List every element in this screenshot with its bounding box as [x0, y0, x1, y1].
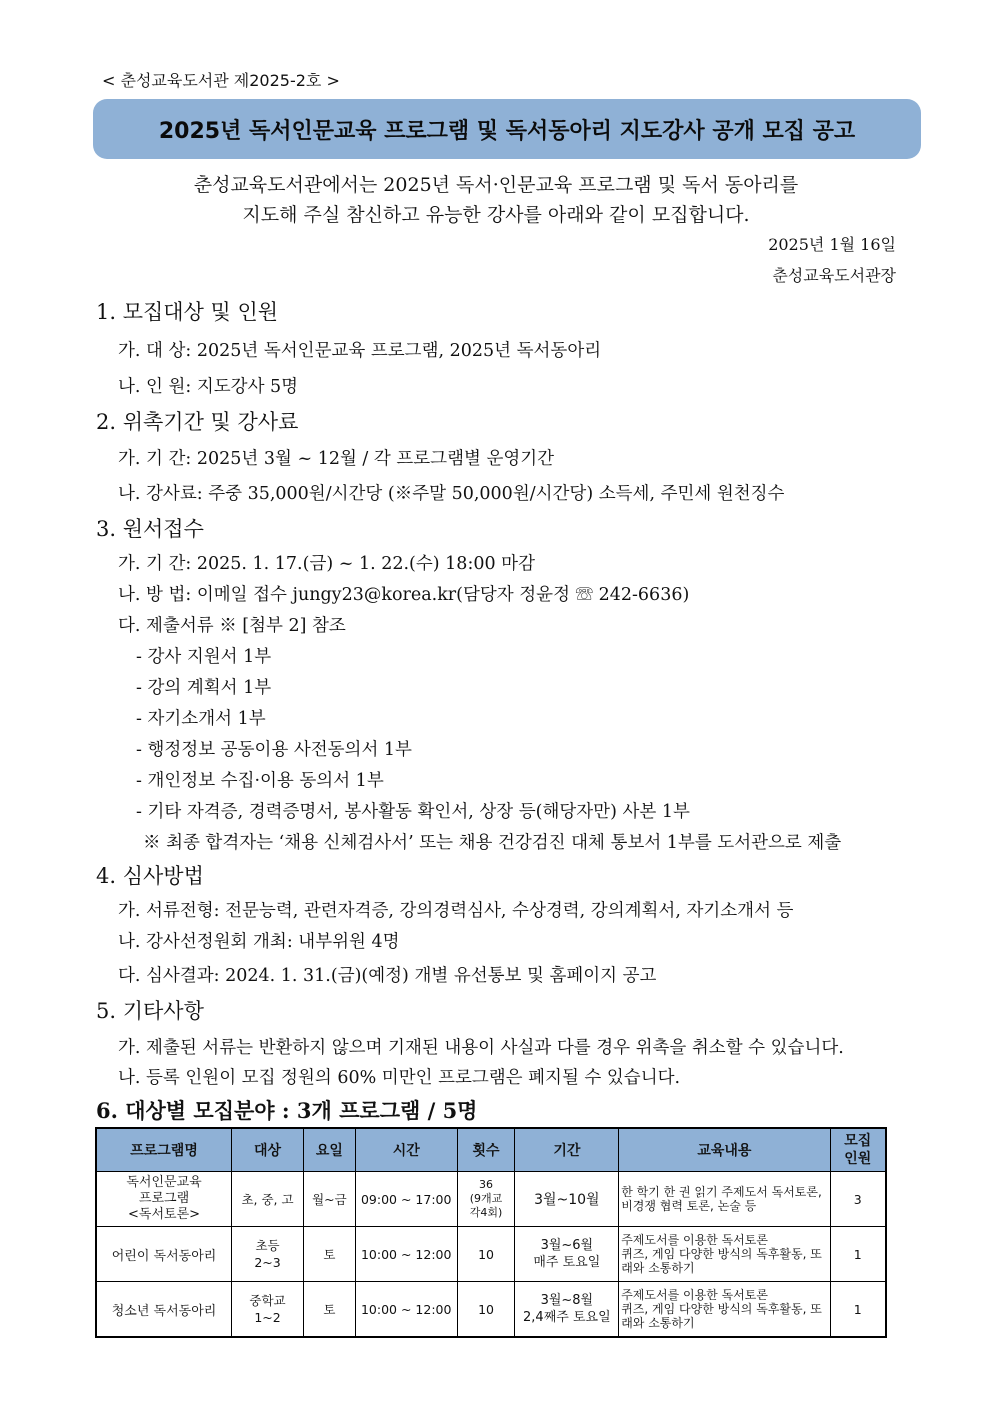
announcement-date: 2025년 1월 16일: [768, 235, 896, 254]
cell-time: 10:00 ~ 12:00: [355, 1227, 457, 1282]
cell-people: 1: [830, 1282, 886, 1338]
section-5-item-b: 나. 등록 인원이 모집 정원의 60% 미만인 프로그램은 폐지될 수 있습니다.: [118, 1068, 681, 1088]
section-1-item-b: 나. 인 원: 지도강사 5명: [118, 377, 299, 397]
issuer: 춘성교육도서관장: [772, 266, 896, 285]
cell-period: 3월~10월: [515, 1172, 619, 1227]
section-3-note: ※ 최종 합격자는 ‘채용 신체검사서’ 또는 채용 건강검진 대체 통보서 1부를 도서관으로 제출: [143, 833, 842, 853]
document-number: < 춘성교육도서관 제2025-2호 >: [102, 71, 340, 90]
section-6-title: 6. 대상별 모집분야 : 3개 프로그램 / 5명: [96, 1098, 478, 1123]
recruitment-table: [95, 1127, 887, 1338]
cell-count: 10: [457, 1227, 515, 1282]
cell-period: 3월~8월 2,4째주 토요일: [515, 1282, 619, 1338]
cell-day: 토: [303, 1282, 355, 1338]
header-time: 시간: [355, 1128, 457, 1172]
page-title: 2025년 독서인문교육 프로그램 및 독서동아리 지도강사 공개 모집 공고: [158, 118, 856, 144]
document-item: - 행정정보 공동이용 사전동의서 1부: [136, 740, 412, 760]
section-2-item-a: 가. 기 간: 2025년 3월 ~ 12월 / 각 프로그램별 운영기간: [118, 449, 555, 469]
cell-day: 월~금: [303, 1172, 355, 1227]
section-3-item-c: 다. 제출서류 ※ [첨부 2] 참조: [118, 616, 346, 636]
section-5-item-a: 가. 제출된 서류는 반환하지 않으며 기재된 내용이 사실과 다를 경우 위촉을 취소할 수 있습니다.: [118, 1038, 844, 1058]
header-count: 횟수: [457, 1128, 515, 1172]
cell-time: 09:00 ~ 17:00: [355, 1172, 457, 1227]
cell-program-name: 어린이 독서동아리: [96, 1227, 232, 1282]
document-item: - 자기소개서 1부: [136, 709, 266, 729]
section-2-title: 2. 위촉기간 및 강사료: [96, 410, 299, 434]
header-content: 교육내용: [619, 1128, 830, 1172]
document-item: - 강사 지원서 1부: [136, 647, 272, 667]
section-5-title: 5. 기타사항: [96, 999, 204, 1023]
section-1-item-a: 가. 대 상: 2025년 독서인문교육 프로그램, 2025년 독서동아리: [118, 341, 602, 361]
cell-count: 10: [457, 1282, 515, 1338]
cell-people: 3: [830, 1172, 886, 1227]
cell-count: 36 (9개교 각4회): [457, 1172, 515, 1227]
cell-content: 주제도서를 이용한 독서토론 퀴즈, 게임 다양한 방식의 독후활동, 또래와 소통하기: [619, 1227, 830, 1282]
intro-line-1: 춘성교육도서관에서는 2025년 독서·인문교육 프로그램 및 독서 동아리를: [193, 174, 799, 196]
section-3-title: 3. 원서접수: [96, 517, 204, 541]
table-row: [96, 1282, 886, 1338]
section-1-title: 1. 모집대상 및 인원: [96, 300, 279, 324]
table-header-row: [96, 1128, 886, 1172]
cell-program-name: 청소년 독서동아리: [96, 1282, 232, 1338]
document-item: - 개인정보 수집·이용 동의서 1부: [136, 771, 384, 791]
cell-people: 1: [830, 1227, 886, 1282]
header-day: 요일: [303, 1128, 355, 1172]
cell-content: 한 학기 한 권 읽기 주제도서 독서토론, 비경쟁 협력 토론, 논술 등: [619, 1172, 830, 1227]
header-program-name: 프로그램명: [96, 1128, 232, 1172]
cell-day: 토: [303, 1227, 355, 1282]
section-4-item-b: 나. 강사선정원회 개최: 내부위원 4명: [118, 932, 400, 952]
section-4-item-c: 다. 심사결과: 2024. 1. 31.(금)(예정) 개별 유선통보 및 홈페이지 공고: [118, 966, 657, 986]
document-item: - 기타 자격증, 경력증명서, 봉사활동 확인서, 상장 등(해당자만) 사본 1부: [136, 802, 690, 822]
table-row: [96, 1172, 886, 1227]
cell-period: 3월~6월 매주 토요일: [515, 1227, 619, 1282]
cell-target: 초, 중, 고: [232, 1172, 304, 1227]
intro-line-2: 지도해 주실 참신하고 유능한 강사를 아래와 같이 모집합니다.: [242, 204, 750, 226]
cell-time: 10:00 ~ 12:00: [355, 1282, 457, 1338]
cell-target: 중학교 1~2: [232, 1282, 304, 1338]
header-target: 대상: [232, 1128, 304, 1172]
table-row: [96, 1227, 886, 1282]
cell-program-name: 독서인문교육 프로그램 <독서토론>: [96, 1172, 232, 1227]
section-4-item-a: 가. 서류전형: 전문능력, 관련자격증, 강의경력심사, 수상경력, 강의계획서, 자기소개서 등: [118, 901, 794, 921]
section-3-item-b: 나. 방 법: 이메일 접수 jungy23@korea.kr(담당자 정윤정 ☏ 242-6636): [118, 585, 690, 605]
header-period: 기간: [515, 1128, 619, 1172]
cell-content: 주제도서를 이용한 독서토론 퀴즈, 게임 다양한 방식의 독후활동, 또래와 소통하기: [619, 1282, 830, 1338]
section-4-title: 4. 심사방법: [96, 864, 204, 888]
title-banner: [93, 99, 921, 159]
cell-target: 초등 2~3: [232, 1227, 304, 1282]
header-people: 모집 인원: [830, 1128, 886, 1172]
document-item: - 강의 계획서 1부: [136, 678, 272, 698]
section-3-item-a: 가. 기 간: 2025. 1. 17.(금) ~ 1. 22.(수) 18:00 마감: [118, 554, 535, 574]
section-2-item-b: 나. 강사료: 주중 35,000원/시간당 (※주말 50,000원/시간당) 소득세, 주민세 원천징수: [118, 484, 785, 504]
